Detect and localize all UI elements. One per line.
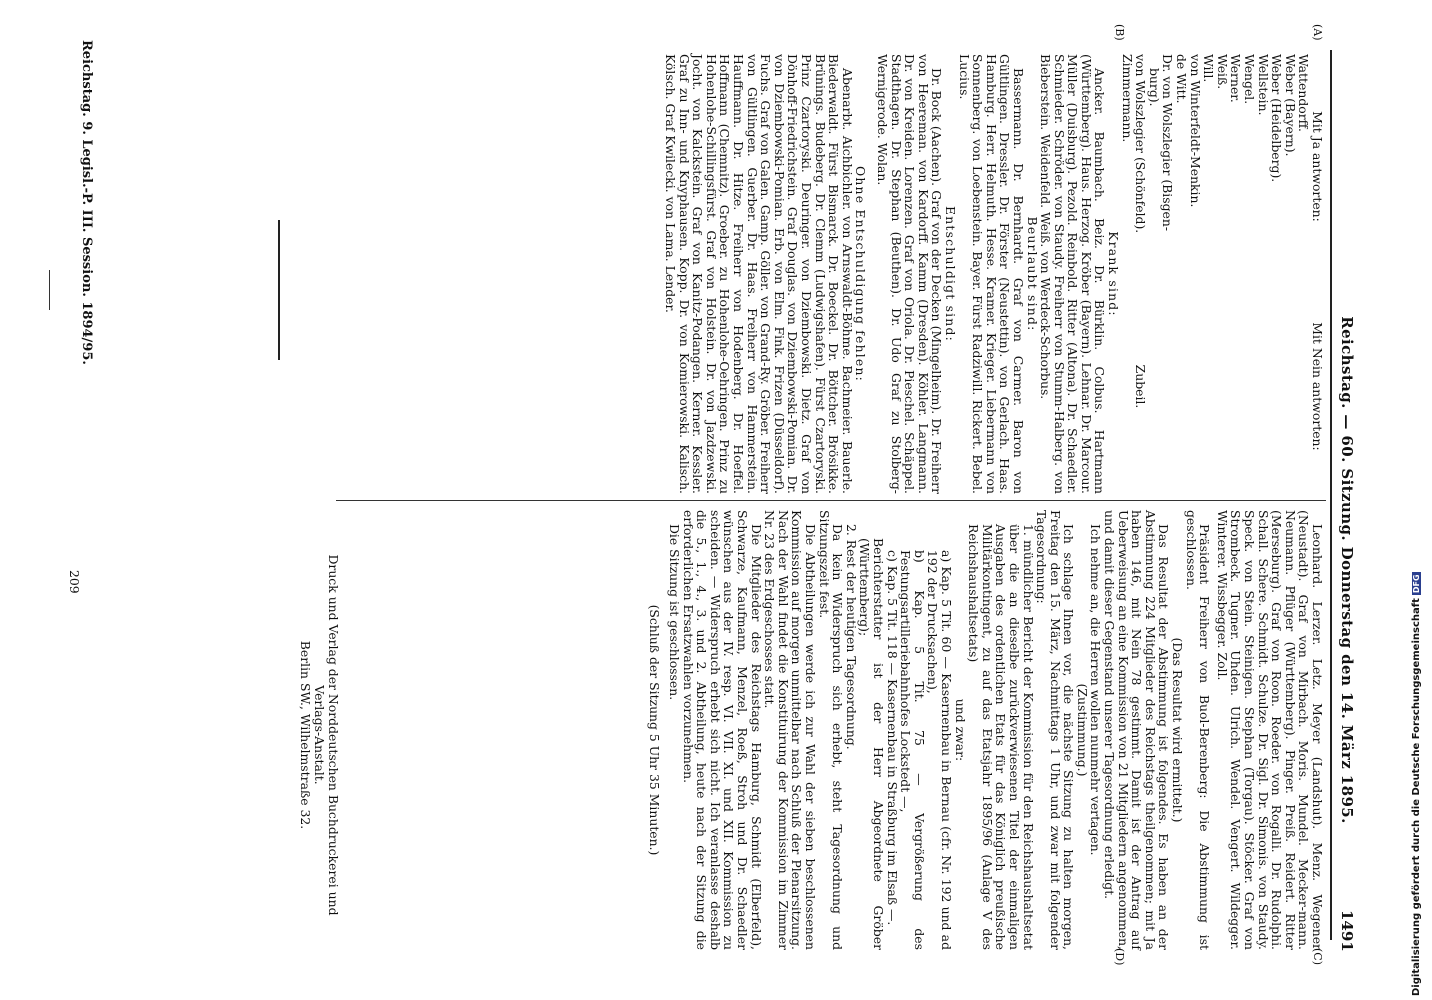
nein-list (1120, 279, 1324, 494)
left-column (664, 54, 1325, 494)
beurlaubt-heading: Beurlaubt sind: (1024, 216, 1040, 332)
section-rule (279, 220, 281, 360)
header-rule (1331, 50, 1333, 940)
next-session-proposal: Ich schlage Ihnen vor, die nächste Sitzung zu halten morgen, Freitag den 15. März, Nachmittags 1 Uhr, und zwar mit folgender Tagesordnung: (1034, 510, 1077, 950)
ja-name: Dr. von Wolszlegier (Bisgen- (1160, 54, 1176, 232)
agenda-subitem-a: a) Kap. 5 Tit. 60 — Kasernenbau in Bernau (cfr. Nr. 192 und ad 192 der Drucksachen), (925, 550, 954, 950)
page-number: 1491 (1338, 910, 1356, 952)
publisher-imprint (298, 530, 340, 940)
nein-name: Zubeil. (1133, 364, 1149, 409)
dfg-logo: DFG (1412, 574, 1421, 594)
publisher-line: Druck und Verlag der Norddeutschen Buchdruckerei und Verlags-Anstalt. (312, 554, 341, 916)
column-divider (336, 500, 1326, 501)
stage-direction: (Zustimmung.) (1074, 683, 1090, 777)
footer-session-title: Reichstag. 9. Legisl.-P. III. Session. 1894/95. (79, 40, 94, 365)
krank-heading: Krank sind: (1106, 231, 1122, 317)
no-objection: Da kein Widerspruch sich erhebt, steht Tagesordnung und Sitzungszeit fest. (816, 510, 846, 950)
digitization-note (1411, 396, 1422, 996)
entschuldigt-heading: Entschuldigt sind: (942, 206, 958, 342)
page-header-title: Reichstag. — 60. Sitzung. Donnerstag den 14. März 1895. (1338, 316, 1356, 824)
ja-name: Weber (Bayern). (1282, 54, 1298, 157)
ja-heading: Mit Ja antworten: (1310, 111, 1325, 222)
entschuldigt-text: Dr. Bock (Aachen). Graf von der Decken (Mingelheim). Dr. Freiherr von Heereman. von Kardorff. Kamm (Dresden). Köhler. Langmann. Dr. von Kreiden. Lorenzen. Graf von Oriola. Dr. Pieschel. Schäppel. Stadthagen. Dr. Stephan (Beuthen). Dr. Udo Graf zu Stolberg-Wernigerode. Wolan. (875, 54, 945, 494)
ja-name: Wellstein. (1255, 54, 1271, 116)
ja-name: Zimmermann. (1119, 54, 1135, 143)
agenda-item-2: 2. Rest der heutigen Tagesordnung. (843, 524, 859, 750)
ja-name: Werner. (1228, 54, 1244, 103)
adjourn-statement: Ich nehme an, die Herren wollen nunmehr vertagen. (1088, 524, 1104, 856)
right-column (648, 510, 1324, 950)
ja-name: de Witt. (1174, 54, 1190, 104)
president-statement: Präsident Freiherr von Buol-Berenberg: Die Abstimmung ist geschlossen. (1183, 510, 1213, 950)
margin-mark-a: (A) (1311, 24, 1324, 41)
ja-name: Will. (1201, 54, 1217, 83)
ja-name: von Wolszlegier (Schönfeld). (1133, 54, 1149, 234)
ohne-text: Abenarbt. Aichbichler. von Arnswaldt-Böhme. Bachmeier. Bauerle. Biederwaldt. Fürst Bismarck. Dr. Boeckel. Dr. Böttcher. Brösikke. Brünings. Budeberg. Dr. Clemm (Ludwigshafen). Fürst Czartoryski. Prinz Czartoryski. Deuringer. von Dziembowski. Dietz. Graf von Dönhoff-Friedrichstein. Graf Douglas. von Dziembowski-Pomian. Dr. von Dziembowski-Pomian. Erb. von Elm. Fink. Frizen (Düsseldorf). Fuchs. Graf von Galen. Gamp. Göller. von Grand-Ry. Gröber. Freiherr von Gültlingen. Guerber. Dr. Haas. Freiherr von Hammerstein. Hauffmann. Dr. Hitze. Freiherr von Hodenberg. Dr. Hoeffel. Hoffmann (Chemnitz). Groeber. zu Hohenlohe-Oehringen. Prinz zu Hohenlohe-Schillingsfürst. Graf von Holstein. Dr. von Jazdzewski. Jocht. von Kalckstein. Graf von Kanitz-Podangen. Kerner. Kessler. Graf zu Inn- und Knyphausen. Kopp. Dr. von Komierowski. Kalisch. Kölsch. Graf Kwilecki. von Lama. Lender. (663, 54, 855, 494)
committee-statement: Die Abtheilungen werde ich zur Wahl der sieben beschlossenen Kommission auf morgen unmittelbar nach Schluß der Plenarsitzung. Nach der Wahl findet die Konstituirung der Kommission im Zimmer Nr. 23 des Erdgeschosses statt. (762, 510, 819, 950)
ja-name: Wengel. (1242, 54, 1258, 105)
ja-name: Wattendorff. (1296, 54, 1312, 132)
ja-name: burg). (1146, 68, 1162, 107)
agenda-item-1: 1. mündlicher Bericht der Kommission für den Reichshaushaltsetat über die an dieselbe zurückverwiesenen Titel der einmaligen Ausgaben des ordentlichen Etats für das Königlich preußische Militärkontingent, zu auf das Etatsjahr 1895/96 (Anlage V des Reichshaushaltsetats) (966, 524, 1036, 950)
members-statement: Die Mitglieder des Reichstags Hamburg, Schmidt (Elberfeld), Schwarze, Kaufmann, Menzel, Roeß, Stroh und Dr. Schaedler wünschen aus der IV. resp. VI. VII. XI. und XII. Kommission zu scheiden. — Widerspruch erhebt sich nicht. Ich veranlasse deshalb die 5., 1., 4., 3. und 2. Abtheilung, heute nach der Sitzung die erforderlichen Ersatzwahlen vorzunehmen. (680, 510, 764, 950)
und-zwar: und zwar: (952, 698, 968, 762)
margin-mark-c: (C) (1311, 948, 1324, 965)
berichterstatter: Berichterstatter ist der Herr Abgeordnete Gröber (Württemberg); (857, 538, 886, 950)
ja-name: Weber (Heidelberg). (1269, 54, 1285, 183)
digitization-text: Digitalisierung gefördert durch die Deutsche Forschungsgemeinschaft (1411, 598, 1422, 996)
ohne-heading: Ohne Entschuldigung fehlen: (853, 165, 869, 383)
beurlaubt-text: Bassermann. Dr. Bernhardt. Graf von Carmer. Baron von Gültlingen. Dressler. Dr. Förster (Neustettin). von Gerlach. Haas. Hamburg. Herr. Helmuth. Hesse. Kramer. Krieger. Liebermann von Sonnenberg. von Loebenstein. Bayer. Fürst Radziwill. Rickert. Bebel. Lucius. (956, 54, 1026, 494)
stage-direction: (Das Resultat wird ermittelt.) (1170, 637, 1186, 823)
vote-lists (1120, 54, 1324, 494)
krank-text: Ancker. Baumbach. Beiz. Dr. Bürklin. Colbus. Hartmann (Württemberg). Haus. Herzog. Kröber (Bayern). Lehnar. Dr. Marcour. Müller (Duisburg). Pezold. Reinbold. Ritter (Altona). Dr. Schaedler. Schmieder. Schröder. von Staudy. Freiherr von Stumm-Halberg. von Bieberstein. Weidenfeld. Weiß. von Werdeck-Schorbus. (1038, 54, 1108, 494)
publisher-address: Berlin SW., Wilhelmstraße 32. (298, 640, 313, 830)
agenda-subitem-c: c) Kap. 5 Tit. 118 — Kasernenbau in Straßburg im Elsaß —. (884, 550, 900, 926)
footer-rule (49, 270, 50, 310)
agenda-subitem-b: b) Kap. 5 Tit. 75 — Vergrößerung des Festungsartilleriebahnhofes Lockstedt —, (898, 550, 927, 950)
ja-name: von Winterfeldt-Menkin. (1187, 54, 1203, 208)
nein-heading: Mit Nein antworten: (1310, 322, 1325, 451)
names-continued: Leonhard. Lerzer. Letz. Meyer (Landshut). Menz. Wegener (Neustadt). Graf von Mirbach. Moris. Mundel. Mecker-mann. Neumann. Pflüger (Württemberg). Pinger. Preiß. Reidert. Ritter (Merseburg). Graf von Roon. Roeder. von Rogalli. Dr. Rudolphi. Schall. Schere. Schmidt. Schulze. Dr. Sigl. Dr. Simonis. von Staudy. Speck. von Stein. Steinigen. Stephan (Torgau). Stöcker. Graf von Strombeck. Tugner. Uhden. Ulrich. Wendel. Vengert. Wildegger. Winterer. Wissbegger. Zoll. (1214, 510, 1325, 950)
rotated-page (32, 10, 1362, 970)
session-end-time: (Schluß der Sitzung 5 Uhr 35 Minuten.) (647, 604, 663, 856)
session-closed: Die Sitzung ist geschlossen. (667, 524, 683, 701)
sheet-number: 209 (67, 570, 82, 594)
ja-list (1120, 54, 1324, 279)
vote-result: Das Resultat der Abstimmung ist folgendes. Es haben an der Abstimmung 224 Mitglieder des Reichstags theilgenommen; mit Ja haben 146, mit Nein 78 gestimmt. Damit ist der Antrag auf Ueberweisung an eine Kommission von 21 Mitgliedern angenommen, und damit dieser Gegenstand unserer Tagesordnung erledigt. (1102, 510, 1172, 950)
ja-name: Weiß. (1214, 54, 1230, 90)
margin-mark-d: (D) (1113, 948, 1126, 966)
margin-mark-b: (B) (1113, 24, 1126, 41)
